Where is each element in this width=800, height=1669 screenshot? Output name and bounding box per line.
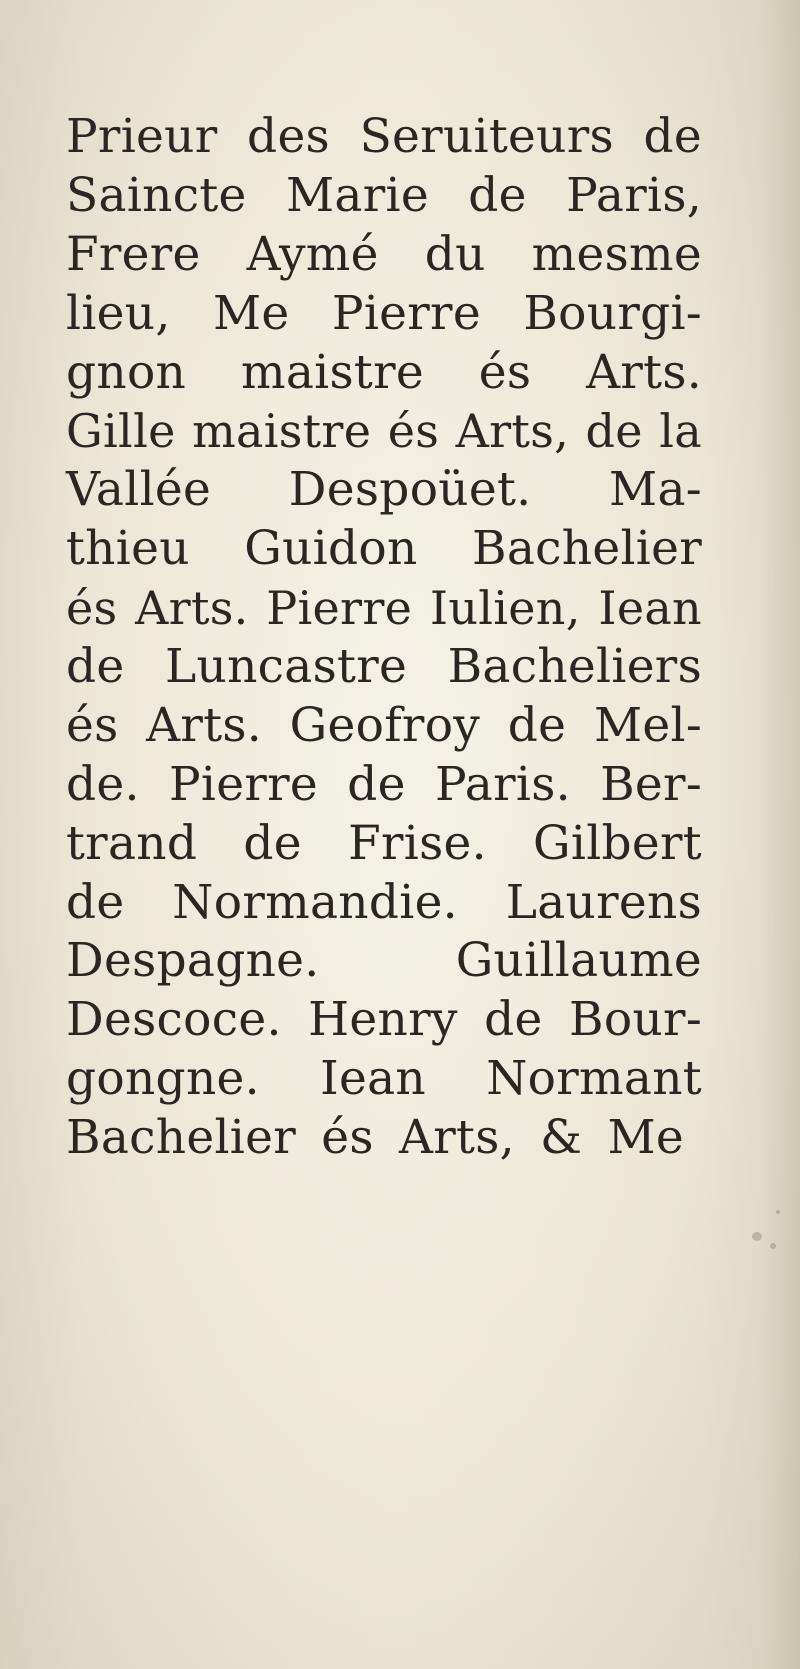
text-line: Despagne. Guillaume [66,933,702,989]
text-line: Bachelier és Arts, & Me [66,1110,685,1166]
text-line: Descoce. Henry de Bour- [66,992,702,1048]
text-line: Frere Aymé du mesme [66,226,702,282]
text-line: trand de Frise. Gilbert [66,815,702,871]
text-line: de Luncastre Bacheliers [66,639,702,695]
text-line: Gille maistre és Arts, de la [66,404,702,459]
page-edge-shadow [760,0,800,1669]
text-line: thieu Guidon Bachelier [66,521,702,577]
text-line: Prieur des Seruiteurs de [66,109,702,164]
paper-speck [776,1210,780,1214]
text-line: és Arts. Pierre Iulien, Iean [66,581,702,636]
text-line: Saincte Marie de Paris, [66,167,702,223]
text-line: és Arts. Geofroy de Mel- [66,697,702,753]
text-line: gnon maistre és Arts. [66,344,702,400]
text-line: gongne. Iean Normant [66,1051,702,1107]
paper-speck [770,1243,776,1249]
text-line: de. Pierre de Paris. Ber- [66,756,702,812]
text-line: Vallée Despoüet. Ma- [66,462,702,518]
text-line: de Normandie. Laurens [66,874,702,930]
body-text [66,108,702,1168]
paper-speck [752,1232,762,1241]
text-line: lieu, Me Pierre Bourgi- [66,285,702,341]
